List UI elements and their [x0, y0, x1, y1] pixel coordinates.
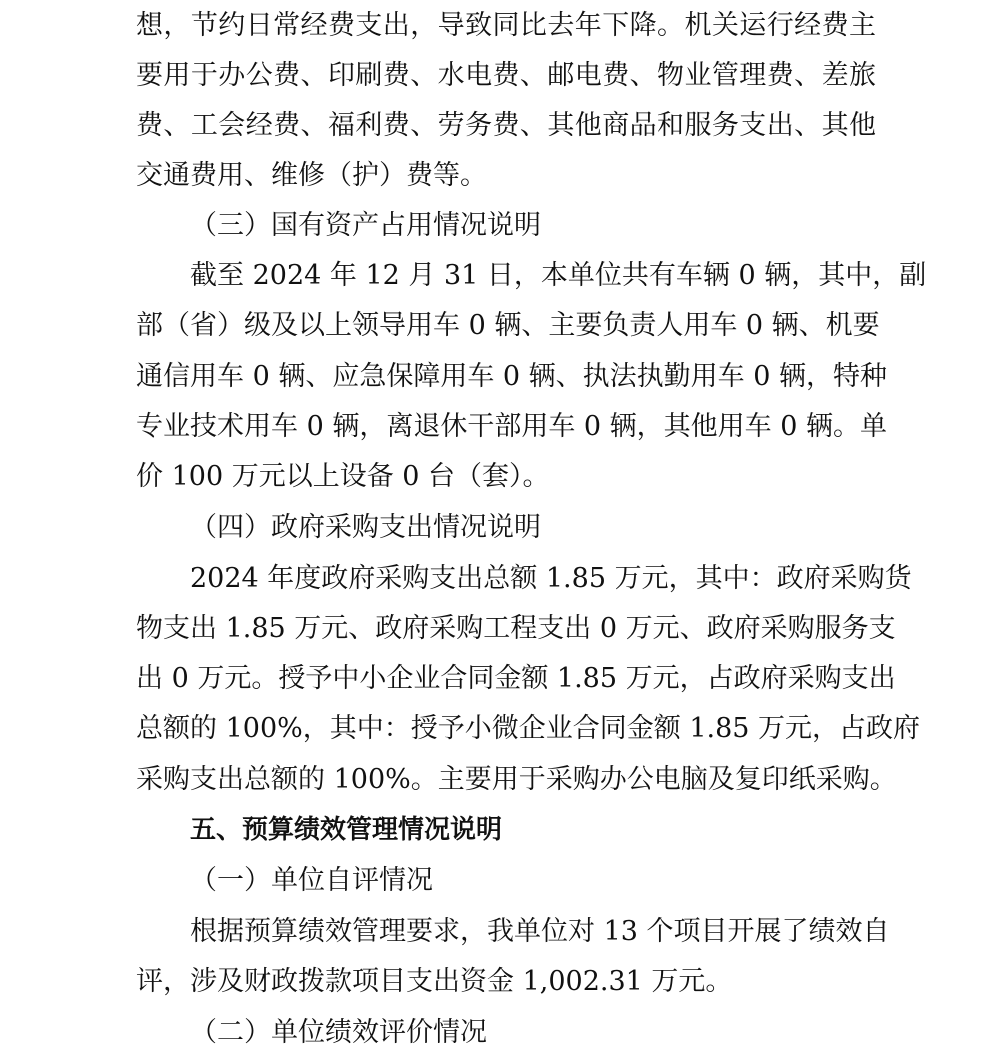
paragraph-line: 2024 年度政府采购支出总额 1.85 万元，其中：政府采购货: [190, 563, 912, 594]
section-subheading: （二）单位绩效评价情况: [190, 1017, 487, 1048]
paragraph-line: 评，涉及财政拨款项目支出资金 1,002.31 万元。: [136, 966, 733, 997]
paragraph-line: 部（省）级及以上领导用车 0 辆、主要负责人用车 0 辆、机要: [136, 310, 880, 341]
paragraph-line: 价 100 万元以上设备 0 台（套）。: [136, 461, 550, 492]
paragraph-line: 费、工会经费、福利费、劳务费、其他商品和服务支出、其他: [136, 110, 876, 141]
paragraph-line: 要用于办公费、印刷费、水电费、邮电费、物业管理费、差旅: [136, 60, 876, 91]
paragraph-line: 交通费用、维修（护）费等。: [136, 160, 487, 191]
paragraph-line: 出 0 万元。授予中小企业合同金额 1.85 万元，占政府采购支出: [136, 663, 896, 694]
paragraph-line: 采购支出总额的 100%。主要用于采购办公电脑及复印纸采购。: [136, 764, 897, 795]
section-heading: 五、预算绩效管理情况说明: [190, 815, 503, 845]
section-subheading: （三）国有资产占用情况说明: [190, 210, 541, 241]
paragraph-line: 想，节约日常经费支出，导致同比去年下降。机关运行经费主: [136, 10, 876, 41]
paragraph-line: 根据预算绩效管理要求，我单位对 13 个项目开展了绩效自: [190, 916, 890, 947]
paragraph-line: 总额的 100%，其中：授予小微企业合同金额 1.85 万元，占政府: [136, 713, 921, 744]
section-subheading: （一）单位自评情况: [190, 865, 433, 896]
paragraph-line: 专业技术用车 0 辆，离退休干部用车 0 辆，其他用车 0 辆。单: [136, 411, 888, 442]
paragraph-line: 通信用车 0 辆、应急保障用车 0 辆、执法执勤用车 0 辆，特种: [136, 361, 888, 392]
paragraph-line: 物支出 1.85 万元、政府采购工程支出 0 万元、政府采购服务支: [136, 613, 896, 644]
paragraph-line: 截至 2024 年 12 月 31 日，本单位共有车辆 0 辆，其中，副: [190, 260, 927, 291]
section-subheading: （四）政府采购支出情况说明: [190, 512, 541, 543]
